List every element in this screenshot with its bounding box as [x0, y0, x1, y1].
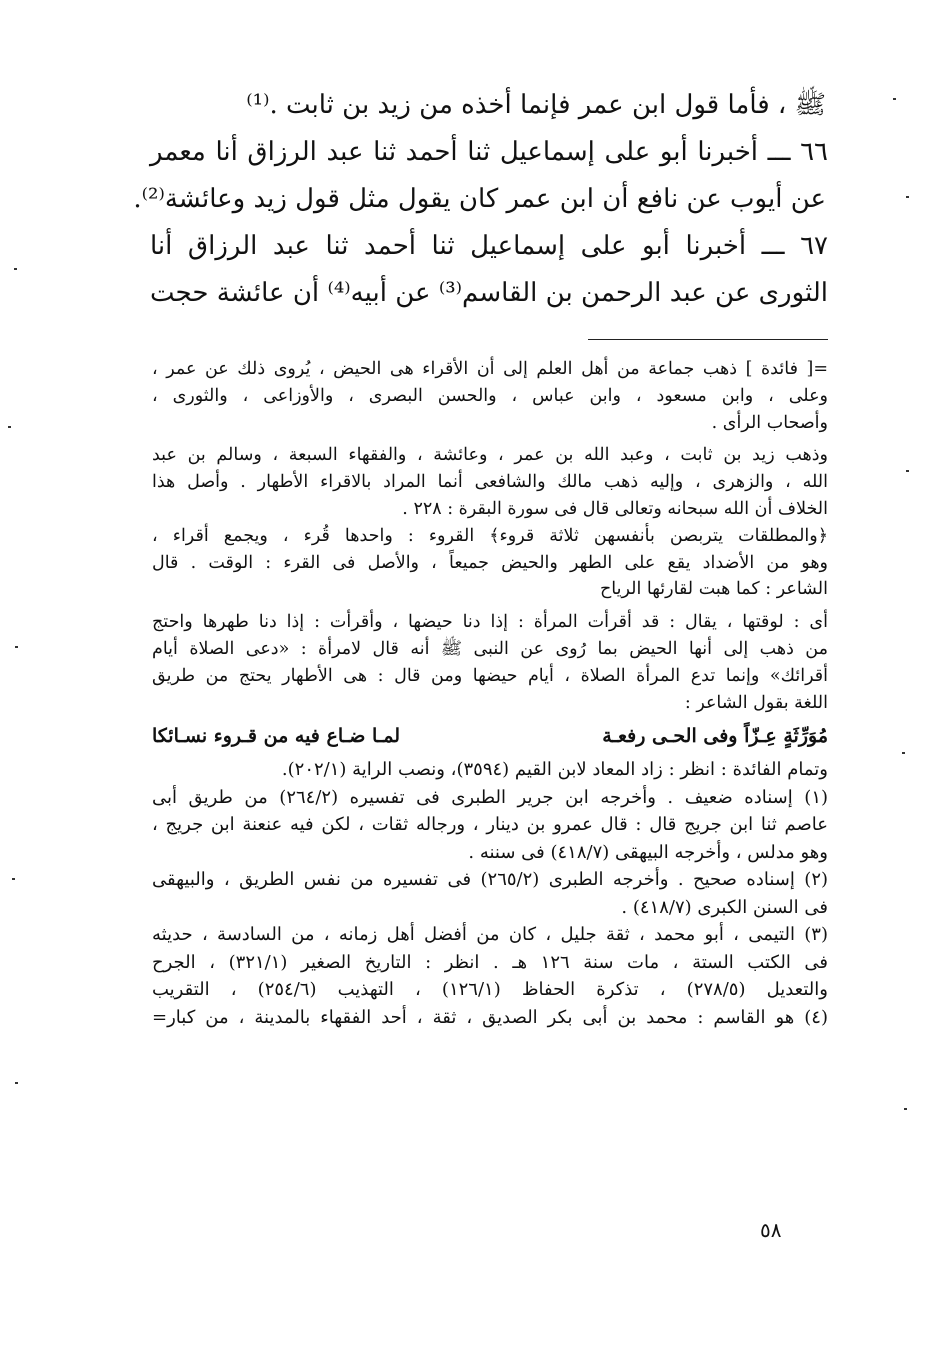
footnote-3: (٣) التيمى ، أبو محمد ، ثقة جليل ، كان من أفضل أهل زمانه ، من السادسة ، حديثه	[152, 924, 828, 946]
scan-speck	[906, 470, 909, 472]
hadith-67-line-1: ٦٧ ـــ أخبرنا أبو على إسماعيل ثنا أحمد ثنا عبد الرزاق أنا	[150, 231, 828, 261]
footnote-list	[152, 756, 828, 1031]
note-line: وذهب زيد بن ثابت ، وعبد الله بن عمر ، وعائشة ، والفقهاء السبعة ، وسالم بن عبد	[152, 445, 828, 466]
note-line: الخلاف أن الله سبحانه وتعالى قال فى سورة البقرة : ٢٢٨ .	[402, 498, 828, 519]
footnote-1: (١) إسناده ضعيف . وأخرجه ابن جرير الطبرى فى تفسيره (٢٦٤/٢) من طريق أبى	[152, 786, 829, 808]
hadith-66-line-1: ٦٦ ـــ أخبرنا أبو على إسماعيل ثنا أحمد ثنا عبد الرزاق أنا معمر	[150, 137, 828, 167]
main-text	[133, 82, 828, 317]
quran-verse-line: ﴿والمطلقات يتربصن بأنفسهن ثلاثة قروء﴾ القروء : واحدها قُرء ، ويجمع أقراء ،	[152, 525, 828, 546]
footnote-2: (٢) إسناده صحيح . وأخرجه الطبرى (٢٦٥/٢) فى تفسيره من نفس الطريق ، والبيهقى	[152, 869, 829, 891]
scan-speck	[906, 196, 909, 198]
note-block-3	[152, 523, 828, 603]
note-line: أقرائك» وإنما تدع المرأة الصلاة ، أيام حيضها ومن قال : هى الأطهار يحتج من طريق	[152, 665, 828, 686]
note-line: =[ فائدة ] ذهب جماعة من أهل العلم إلى أن الأقراء هى الحيض ، يُروى ذلك عن عمر ،	[152, 359, 828, 379]
note-block-2	[152, 442, 828, 522]
footnote-line: فى السنن الكبرى (٤١٨/٧) .	[621, 896, 828, 918]
footnote-separator-rule	[588, 339, 828, 340]
footnote-line: وهو مدلس ، وأخرجه البيهقى (٤١٨/٧) فى سننه .	[468, 841, 828, 863]
note-line: اللغة بقول الشاعر :	[684, 692, 828, 713]
scan-speck	[893, 98, 896, 100]
note-block-4	[152, 609, 828, 716]
scan-speck	[902, 752, 905, 754]
footnotes-section	[152, 356, 828, 1031]
scan-speck	[12, 878, 15, 880]
verse-hemistich-2: لمـا ضـاع فيه من قـروء نسـائكا	[152, 725, 401, 748]
note-line: وعلى ، وابن مسعود ، وابن عباس ، والحسن البصرى ، والأوزاعى ، والثورى ،	[152, 385, 828, 406]
note-line: وأصحاب الرأى .	[711, 412, 828, 433]
footnote-line: وتمام الفائدة : انظر : زاد المعاد لابن القيم (٣٥٩٤)، ونصب الراية (٢٠٢/١).	[281, 759, 828, 781]
scan-speck	[8, 426, 11, 428]
poetry-verse	[152, 716, 828, 756]
verse-hemistich-1: مُوَرِّثَةٍ عِـزّاً وفى الحـى رفعـة	[602, 725, 828, 748]
note-line: أى : لوقتها ، يقال : قد أقرأت المرأة : إذا دنا حيضها ، وأقرأت : إذا دنا طهرها واحتج	[152, 612, 828, 633]
hadith-67-line-2: الثورى عن عبد الرحمن بن القاسم⁽³⁾ عن أبيه⁽⁴⁾ أن عائشة حجت	[150, 278, 828, 308]
note-line: الله ، والزهرى ، وإليه ذهب مالك والشافعى أنما المراد بالاقراء الأطهار . وأصل هذا	[152, 472, 828, 493]
poet-quote-line: الشاعر : كما هبت لقارئها الرياح	[599, 579, 828, 600]
footnote-line: فى الكتب الستة ، مات سنة ١٢٦ هـ . انظر : التاريخ الصغير (٣٢١/١) ، الجرح	[152, 951, 829, 973]
scan-speck	[15, 646, 18, 648]
scan-speck	[904, 1108, 907, 1110]
scan-speck	[15, 1082, 18, 1084]
scan-speck	[14, 268, 17, 270]
note-line: وهو من الأضداد يقع على الطهر والحيض جميعاً ، والأصل فى القرء : الوقت . قال	[152, 552, 828, 573]
hadith-66-line-2: عن أيوب عن نافع أن ابن عمر كان يقول مثل قول زيد وعائشة⁽²⁾.	[133, 184, 826, 214]
main-text-line: ﷺ ، فأما قول ابن عمر فإنما أخذه من زيد بن ثابت .⁽¹⁾	[246, 90, 826, 120]
footnote-line: عاصم ثنا ابن جريج قال : قال عمرو بن دينار ، ورجاله ثقات ، لكن فيه عنعنة ابن جريج ،	[152, 814, 828, 836]
note-block-1	[152, 356, 828, 436]
note-line: من ذهب إلى أنها الحيض بما رُوى عن النبى ﷺ أنه قال لامرأة : «دعى الصلاة أيام	[152, 638, 828, 659]
page-number: ٥٨	[760, 1218, 782, 1242]
footnote-line: والتعديل (٢٧٨/٥) ، تذكرة الحفاظ (١٢٦/١) ، التهذيب (٢٥٤/٦) ، التقريب	[152, 979, 828, 1001]
footnote-4: (٤) هو القاسم : محمد بن أبى بكر الصديق ، ثقة ، أحد الفقهاء بالمدينة ، من كبار=	[152, 1006, 828, 1028]
